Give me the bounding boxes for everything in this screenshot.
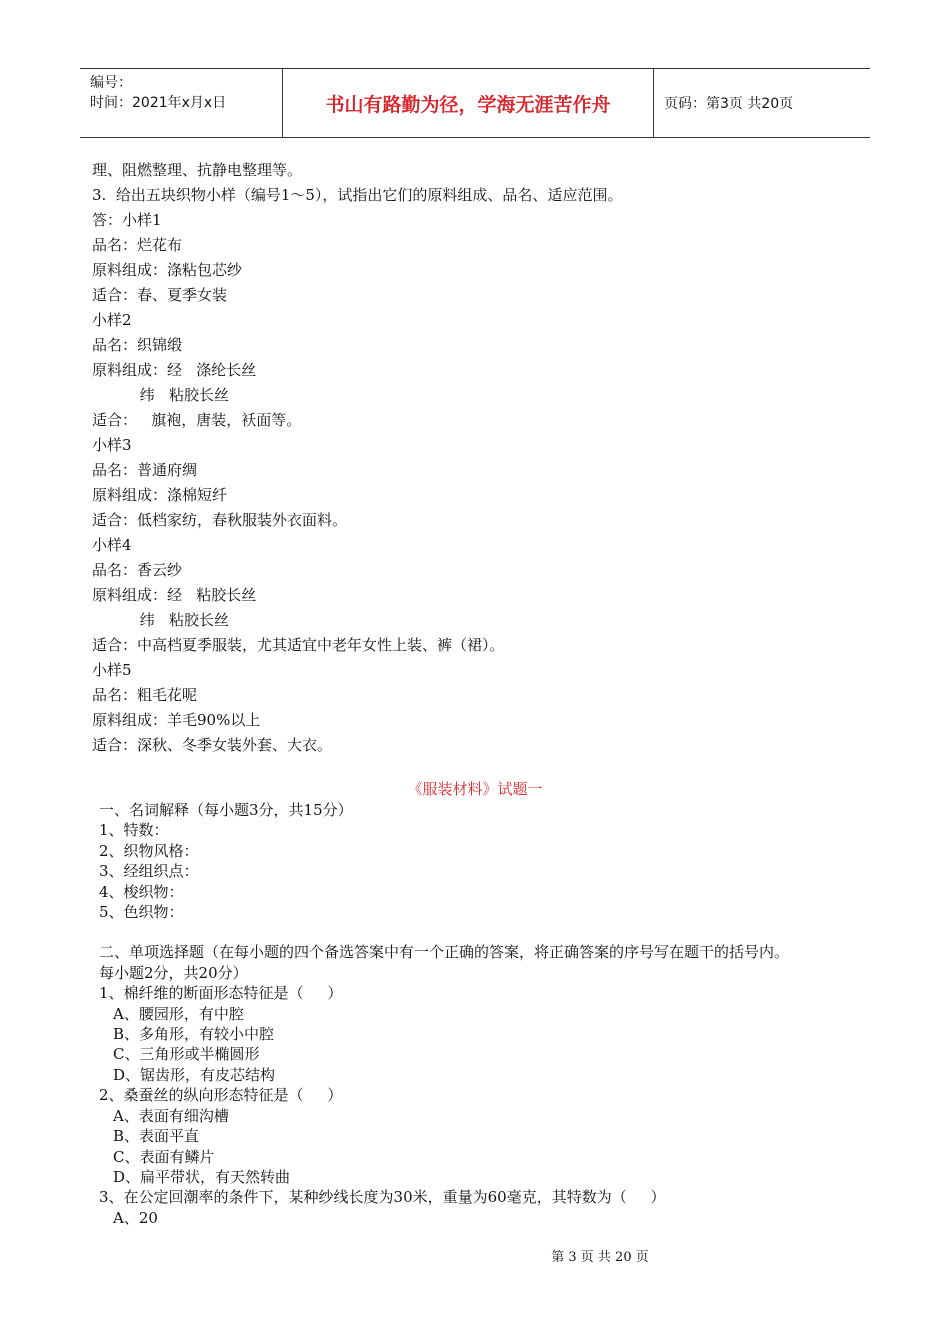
text-line: 原料组成：涤粘包芯纱: [92, 261, 243, 279]
option: A、20: [113, 1208, 158, 1227]
text-line: 适合：中高档夏季服装，尤其适宜中老年女性上装、裤（裙）。: [92, 636, 505, 654]
list-item: 1、特数：: [99, 821, 169, 840]
section2-heading: 二、单项选择题（在每小题的四个备选答案中有一个正确的答案，将正确答案的序号写在题干的括号内。: [99, 943, 790, 962]
text-line: 原料组成：涤棉短纤: [92, 486, 228, 504]
text-line: 原料组成：经 粘胶长丝: [92, 586, 257, 604]
date-label: 时间：2021年x月x日: [90, 95, 227, 111]
document-header: [80, 68, 870, 138]
text-line: 品名：烂花布: [92, 236, 183, 254]
section1-heading: 一、名词解释（每小题3分，共15分）: [99, 801, 353, 819]
code-label: 编号：: [90, 75, 132, 91]
section2-heading-cont: 每小题2分，共20分）: [99, 963, 248, 982]
answer-section: [92, 158, 882, 758]
header-page-cell: [654, 69, 870, 137]
option: D、扁平带状，有天然转曲: [113, 1167, 291, 1186]
exam-section: [99, 800, 879, 1228]
text-line: 小样5: [92, 661, 132, 679]
option: B、表面平直: [113, 1127, 200, 1146]
text-line: 纬 粘胶长丝: [92, 611, 229, 629]
text-line: 小样3: [92, 436, 132, 454]
text-line: 小样4: [92, 536, 132, 554]
text-line: 小样2: [92, 311, 132, 329]
option: C、表面有鳞片: [113, 1147, 215, 1166]
text-line: 适合：低档家纺，春秋服装外衣面料。: [92, 511, 348, 529]
text-line: 3. 给出五块织物小样（编号1～5），试指出它们的原料组成、品名、适应范围。: [92, 186, 623, 204]
page-footer: 第 3 页 共 20 页: [551, 1250, 649, 1265]
list-item: 5、色织物：: [99, 903, 184, 922]
question-3: 3、在公定回潮率的条件下，某种纱线长度为30米，重量为60毫克，其特数为（ ）: [99, 1188, 666, 1207]
text-line: 品名：粗毛花呢: [92, 686, 198, 704]
motto: 书山有路勤为径，学海无涯苦作舟: [325, 93, 611, 116]
list-item: 4、梭织物：: [99, 882, 184, 901]
list-item: 3、经组织点：: [99, 862, 199, 881]
text-line: 原料组成：羊毛90%以上: [92, 711, 261, 729]
option: C、三角形或半椭圆形: [113, 1045, 260, 1064]
text-line: 品名：香云纱: [92, 561, 183, 579]
question-2: 2、桑蚕丝的纵向形态特征是（ ）: [99, 1086, 343, 1105]
option: A、腰园形，有中腔: [113, 1004, 244, 1023]
text-line: 理、阻燃整理、抗静电整理等。: [92, 161, 303, 179]
header-motto-cell: [282, 69, 654, 137]
option: A、表面有细沟槽: [113, 1106, 229, 1125]
text-line: 适合：春、夏季女装: [92, 286, 228, 304]
text-line: 适合： 旗袍，唐装，袄面等。: [92, 411, 302, 429]
header-meta-cell: [80, 69, 282, 137]
text-line: 答：小样1: [92, 211, 162, 229]
list-item: 2、织物风格：: [99, 841, 199, 860]
text-line: 纬 粘胶长丝: [92, 386, 229, 404]
page-info: 页码：第3页 共20页: [664, 96, 794, 112]
text-line: 品名：普通府绸: [92, 461, 198, 479]
text-line: 品名：织锦缎: [92, 336, 183, 354]
option: D、锯齿形，有皮芯结构: [113, 1065, 276, 1084]
option: B、多角形，有较小中腔: [113, 1025, 275, 1044]
text-line: 原料组成：经 涤纶长丝: [92, 361, 257, 379]
spacer: [99, 922, 879, 942]
question-1: 1、棉纤维的断面形态特征是（ ）: [99, 984, 343, 1003]
exam-title: 《服装材料》试题一: [407, 780, 543, 798]
text-line: 适合：深秋、冬季女装外套、大衣。: [92, 736, 333, 754]
